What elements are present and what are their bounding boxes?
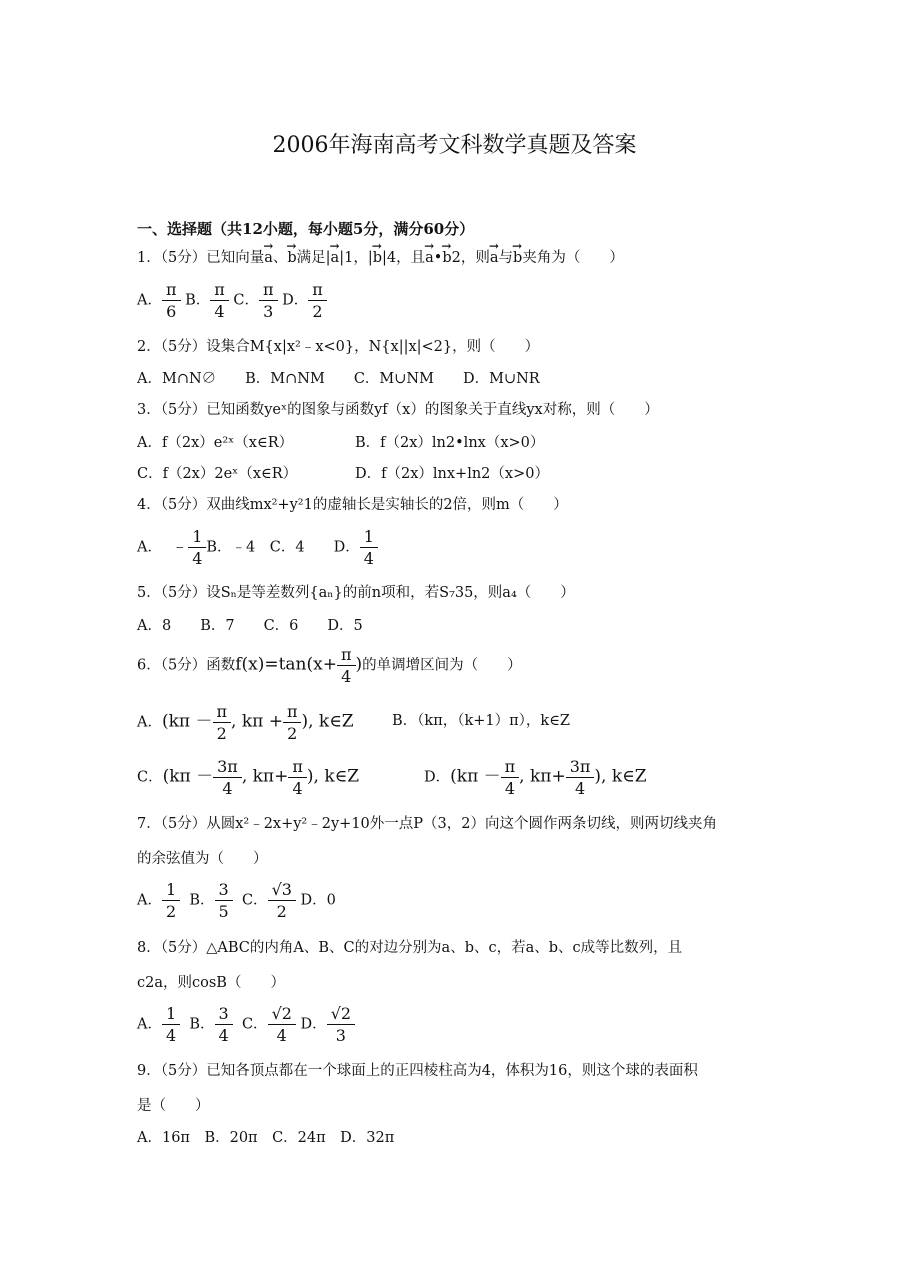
q1-stem: 1．（5分）已知向量 [137,250,265,266]
fraction: $\frac{1}{2}$ [164,880,178,921]
question-9: 9．（5分）已知各顶点都在一个球面上的正四棱柱高为4，体积为16，则这个球的表面积 [137,1063,698,1079]
q3-option-b: B．f（2x）ln2•lnx（x>0） [355,435,545,451]
q1-text-b: 满足| [296,250,331,266]
question-5: 5．（5分）设Sₙ是等差数列{aₙ}的前n项和，若S₇35，则a₄（ ） [137,585,575,601]
fraction: $\frac{√2}{3}$ [329,1004,353,1045]
q3-option-a: A．f（2x）e²ˣ（x∈R） [137,435,294,451]
vector-a-2: → a [331,248,340,268]
option-label: D． [282,292,309,309]
fraction: $\frac{1}{4}$ [190,527,204,568]
q5-options: A．8 B．7 C．6 D．5 [137,618,363,634]
paren: ) [355,654,363,675]
function-expr: f(x)=tan(x+ [235,654,337,675]
fraction: $\frac{3\pi}{4}$ [215,757,240,798]
fraction: $\frac{√3}{2}$ [270,880,294,921]
fraction: $\frac{1}{4}$ [362,527,376,568]
expr: , kπ+ [519,766,566,787]
fraction: $\frac{\pi}{4}$ [290,757,305,798]
q1-text-e: 2，则 [451,250,490,266]
question-9-cont: 是（ ） [137,1098,210,1114]
q6-option-d [424,757,647,798]
option-label: C． [241,1016,268,1033]
question-7-cont: 的余弦值为（ ） [137,851,268,867]
fraction: $\frac{3\pi}{4}$ [568,757,593,798]
question-1 [137,248,624,268]
expr: (kπ － [161,711,213,732]
expr: (kπ － [162,766,214,787]
expr: ), k∈Z [306,766,360,787]
q1-text-d: |4，且 [382,250,426,266]
vector-a: → a [264,248,273,268]
option-label: C． [241,892,268,909]
q2-options: A．M∩N∅ B．M∩NM C．M∪NM D．M∪NR [137,371,540,387]
fraction: $\frac{1}{4}$ [164,1004,178,1045]
q6-stem-end: 的单调增区间为（ ） [362,657,522,674]
fraction: $\frac{3}{4}$ [217,1004,231,1045]
expr: ), k∈Z [301,711,354,732]
q1-and: 与 [498,250,514,266]
question-8-cont: c2a，则cosB（ ） [137,975,285,991]
minus-sign: ﹣ [171,536,189,557]
fraction: $\frac{\pi}{2}$ [310,280,325,321]
fraction: $\frac{\pi}{4}$ [212,280,227,321]
q6-option-c [137,757,359,798]
q6-stem: 6．（5分）函数 [137,657,236,674]
option-label: B． [185,292,211,309]
question-7: 7．（5分）从圆x²﹣2x+y²﹣2y+10外一点P（3，2）向这个圆作两条切线，则两切线夹角 [137,816,717,832]
vector-a-3: → a [425,248,434,268]
q4-options [137,527,378,568]
vector-b-4: → b [513,248,522,268]
option-label: D．0 [300,892,336,909]
q1-text-f: 夹角为（ ） [522,250,624,266]
expr: , kπ + [231,711,283,732]
fraction: $\frac{\pi}{4}$ [339,645,354,686]
question-6 [137,645,522,686]
q1-sep: 、 [272,250,288,266]
option-label: D． [424,769,451,786]
option-label: A． [137,539,162,556]
option-label: A． [137,1016,162,1033]
fraction: $\frac{\pi}{2}$ [215,702,230,743]
expr: (kπ － [450,766,501,787]
question-8: 8．（5分）△ABC的内角A、B、C的对边分别为a、b、c，若a、b、c成等比数列，且 [137,940,683,956]
q8-options [137,1004,355,1045]
vector-b-2: → b [373,248,382,268]
q6-option-b: B．（kπ，（k+1）π），k∈Z [392,713,571,729]
option-label: A． [137,292,162,309]
q9-options: A．16π B．20π C．24π D．32π [137,1130,395,1146]
question-4: 4．（5分）双曲线mx²+y²1的虚轴长是实轴长的2倍，则m（ ） [137,497,568,513]
question-2: 2．（5分）设集合M{x|x²﹣x<0}，N{x||x|<2}，则（ ） [137,339,540,355]
section-heading: 一、选择题（共12小题，每小题5分，满分60分） [137,220,475,238]
question-3: 3．（5分）已知函数yeˣ的图象与函数yf（x）的图象关于直线yx对称，则（ ） [137,402,659,418]
option-label: C． [137,769,163,786]
fraction: $\frac{\pi}{4}$ [503,757,518,798]
fraction: $\frac{3}{5}$ [217,880,231,921]
fraction: $\frac{\pi}{3}$ [261,280,276,321]
option-label: B． [189,1016,215,1033]
option-label: C． [233,292,259,309]
option-label: A． [137,892,162,909]
q4-options-rest: B．﹣4 C．4 D． [206,539,360,556]
fraction: $\frac{\pi}{6}$ [164,280,179,321]
q3-option-d: D．f（2x）lnx+ln2（x>0） [355,466,549,482]
q6-option-a [137,702,354,743]
q1-options [137,280,327,321]
vector-b-3: → b [442,248,451,268]
option-label: D． [300,1016,327,1033]
vector-a-4: → a [490,248,499,268]
fraction: $\frac{\pi}{2}$ [285,702,300,743]
expr: ), k∈Z [594,766,647,787]
vector-b: → b [287,248,296,268]
option-label: B． [189,892,215,909]
q1-text-c: |1，| [339,250,373,266]
q1-dot: • [433,250,443,266]
q7-options [137,880,336,921]
q3-option-c: C．f（2x）2eˣ（x∈R） [137,466,298,482]
fraction: $\frac{√2}{4}$ [270,1004,294,1045]
page-title: 2006年海南高考文科数学真题及答案 [272,133,637,158]
expr: , kπ+ [241,766,289,787]
option-label: A． [137,714,162,731]
